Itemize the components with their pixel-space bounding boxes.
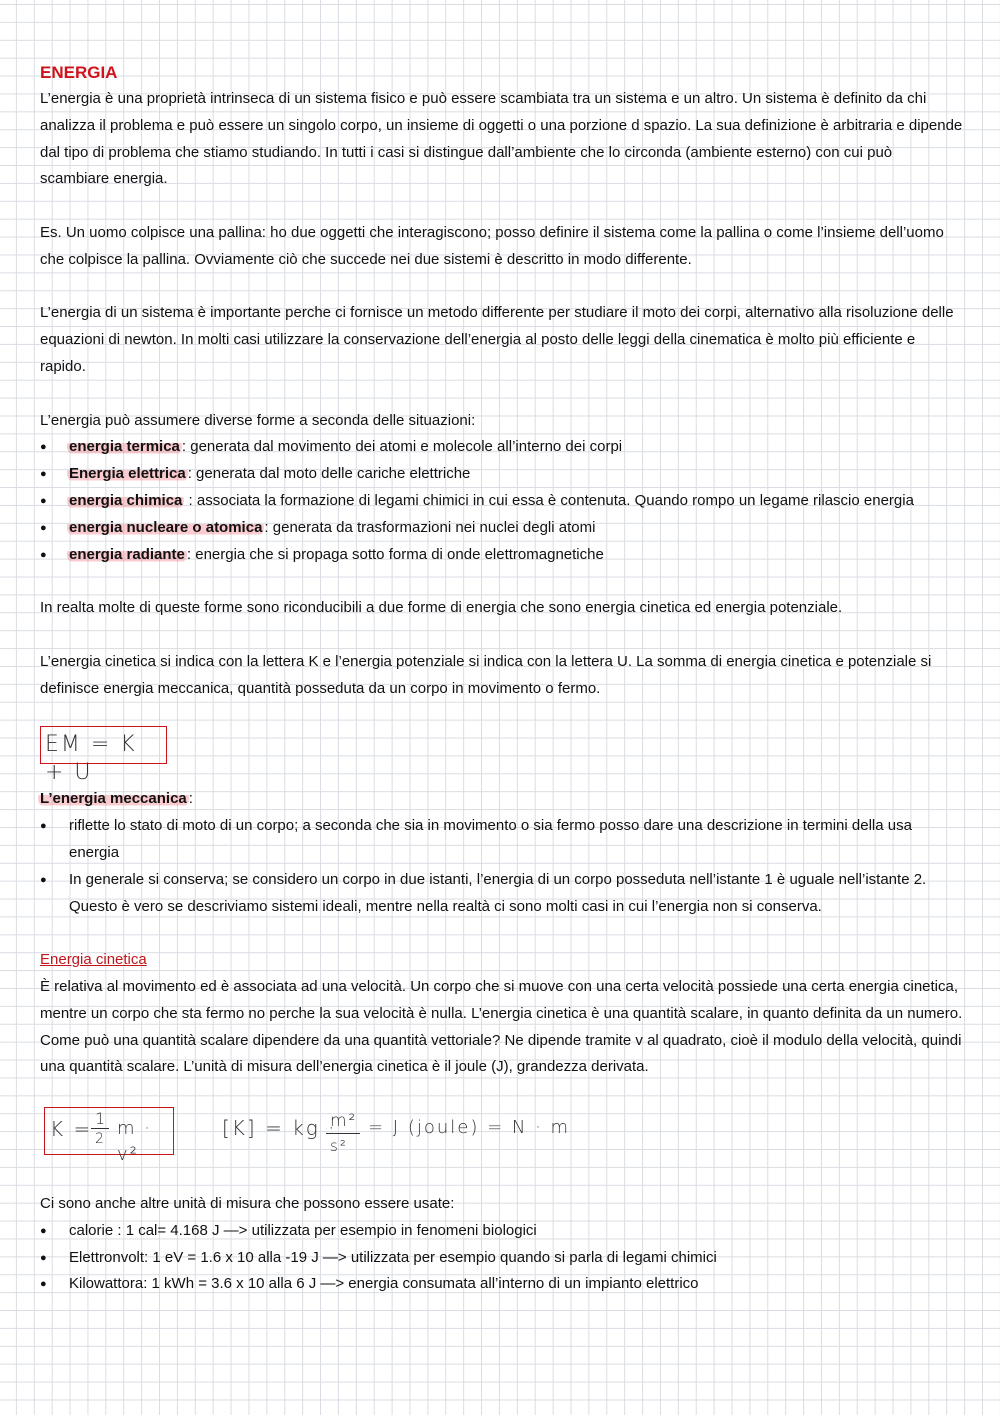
term-description: : generata dal moto delle cariche elettriche	[187, 465, 471, 483]
formula-units-num: m²	[330, 1111, 358, 1132]
formula-em-box	[40, 726, 167, 786]
energy-forms-list	[40, 434, 965, 568]
term-description: : energia che si propaga sotto forma di onde elettromagnetiche	[186, 545, 604, 563]
intro-paragraph: L’energia è una proprietà intrinseca di un sistema fisico e può essere scambiata tra un sistema e un altro. Un sistema è definito da chi analizza il problema e può essere un singolo corpo, un insieme di oggetti o una porzione d spazio. La sua definizione è arbitraria e dipende dal tipo di problema che stiamo studiando. In tutti i casi si distingue dall’ambiente che lo circonda (ambiente esterno) con cui può scambiare energia.	[40, 90, 963, 188]
formula-k-box	[44, 1107, 174, 1166]
list-item: ● Elettronvolt: 1 eV = 1.6 x 10 alla -19 J —> utilizzata per esempio quando si parla di legami chimici	[40, 1245, 965, 1272]
example-paragraph: Es. Un uomo colpisce una pallina: ho due oggetti che interagiscono; posso definire il sistema come la pallina o come l’insieme dell’uomo che colpisce la pallina. Ovviamente ciò che succede nei due sistemi è descritto in modo differente.	[40, 223, 944, 268]
units-list	[40, 1218, 965, 1298]
mech-colon: :	[188, 790, 193, 808]
list-item	[40, 515, 965, 542]
formula-units-rhs: = J (joule) = N · m	[368, 1117, 571, 1139]
list-item: ● In generale si conserva; se considero un corpo in due istanti, l’energia di un corpo posseduta nell’istante 1 è uguale nell’istante 2. Questo è vero se descriviamo sistemi ideali, mentre nella realtà ci sono molti casi in cui l’energia non si conserva.	[40, 867, 965, 921]
list-item: ● Kilowattora: 1 kWh = 3.6 x 10 alla 6 J —> energia consumata all’interno di un impianto elettrico	[40, 1271, 965, 1298]
kinetic-potential-paragraph: L’energia cinetica si indica con la lettera K e l’energia potenziale si indica con la lettera U. La somma di energia cinetica e potenziale si definisce energia meccanica, quantità posseduta da un corpo in movimento o fermo.	[40, 652, 932, 697]
units-intro: Ci sono anche altre unità di misura che possono essere usate:	[40, 1195, 455, 1213]
formula-k-den: 2	[95, 1131, 106, 1148]
forms-intro: L’energia può assumere diverse forme a seconda delle situazioni:	[40, 411, 476, 429]
reducible-paragraph: In realta molte di queste forme sono riconducibili a due forme di energia che sono energia cinetica ed energia potenziale.	[40, 599, 843, 617]
list-item	[40, 461, 965, 488]
highlighted-term: energia chimica	[69, 491, 183, 509]
highlighted-term: energia nucleare o atomica	[69, 518, 263, 536]
mech-points-list	[40, 813, 965, 920]
kinetic-paragraph: È relativa al movimento ed è associata ad una velocità. Un corpo che si muove con una certa velocità possiede una certa energia cinetica, mentre un corpo che sta fermo no perche la sua velocità è nulla. L’energia cinetica è una quantità scalare, in quanto definita da un numero. Come può una quantità scalare dipendere da una quantità vettoriale? Ne dipende tramite v al quadrato, cioè il modulo della velocità, quindi una quantità scalare. L’unità di misura dell’energia cinetica è il joule (J), grandezza derivata.	[40, 977, 963, 1076]
fraction-bar	[326, 1133, 360, 1134]
mech-heading-line	[40, 786, 965, 813]
term-description: : associata la formazione di legami chimici in cui essa è contenuta. Quando rompo un legame rilascio energia	[184, 491, 914, 509]
term-description: : generata da trasformazioni nei nuclei degli atomi	[264, 518, 596, 536]
list-item: ● riflette lo stato di moto di un corpo; a seconda che sia in movimento o sia fermo posso dare una descrizione in termini della usa energia	[40, 813, 965, 867]
list-item	[40, 488, 965, 515]
formula-k-rhs: m · v²	[117, 1118, 152, 1166]
list-item	[40, 434, 965, 461]
formula-units-den: s²	[330, 1137, 348, 1156]
highlighted-term: Energia elettrica	[69, 465, 186, 483]
formula-units-lhs: [K] = kg ·	[222, 1116, 337, 1141]
formula-k-num: 1	[95, 1109, 108, 1129]
formula-em-area	[40, 702, 965, 786]
fraction-bar	[91, 1128, 109, 1129]
formula-units	[222, 1107, 642, 1167]
highlighted-term: energia radiante	[69, 545, 185, 563]
formula-k-lhs: K =	[50, 1117, 93, 1142]
list-item	[40, 542, 965, 569]
highlighted-term: energia termica	[69, 438, 180, 456]
page-title: ENERGIA	[40, 63, 118, 82]
kinetic-heading: Energia cinetica	[40, 951, 147, 969]
list-item: ● calorie : 1 cal= 4.168 J —> utilizzata per esempio in fenomeni biologici	[40, 1218, 965, 1245]
mech-heading: L’energia meccanica	[40, 790, 187, 808]
formula-k-area	[40, 1081, 965, 1191]
formula-em: EM = K + U	[45, 732, 137, 786]
importance-paragraph: L’energia di un sistema è importante perche ci fornisce un metodo differente per studiare il moto dei corpi, alternativo alla risoluzione delle equazioni di newton. In molti casi utilizzare la conservazione dell’energia al posto delle leggi della cinematica è molto più efficiente e rapido.	[40, 304, 954, 375]
notes-page	[40, 60, 965, 1298]
term-description: : generata dal movimento dei atomi e molecole all’interno dei corpi	[181, 438, 623, 456]
